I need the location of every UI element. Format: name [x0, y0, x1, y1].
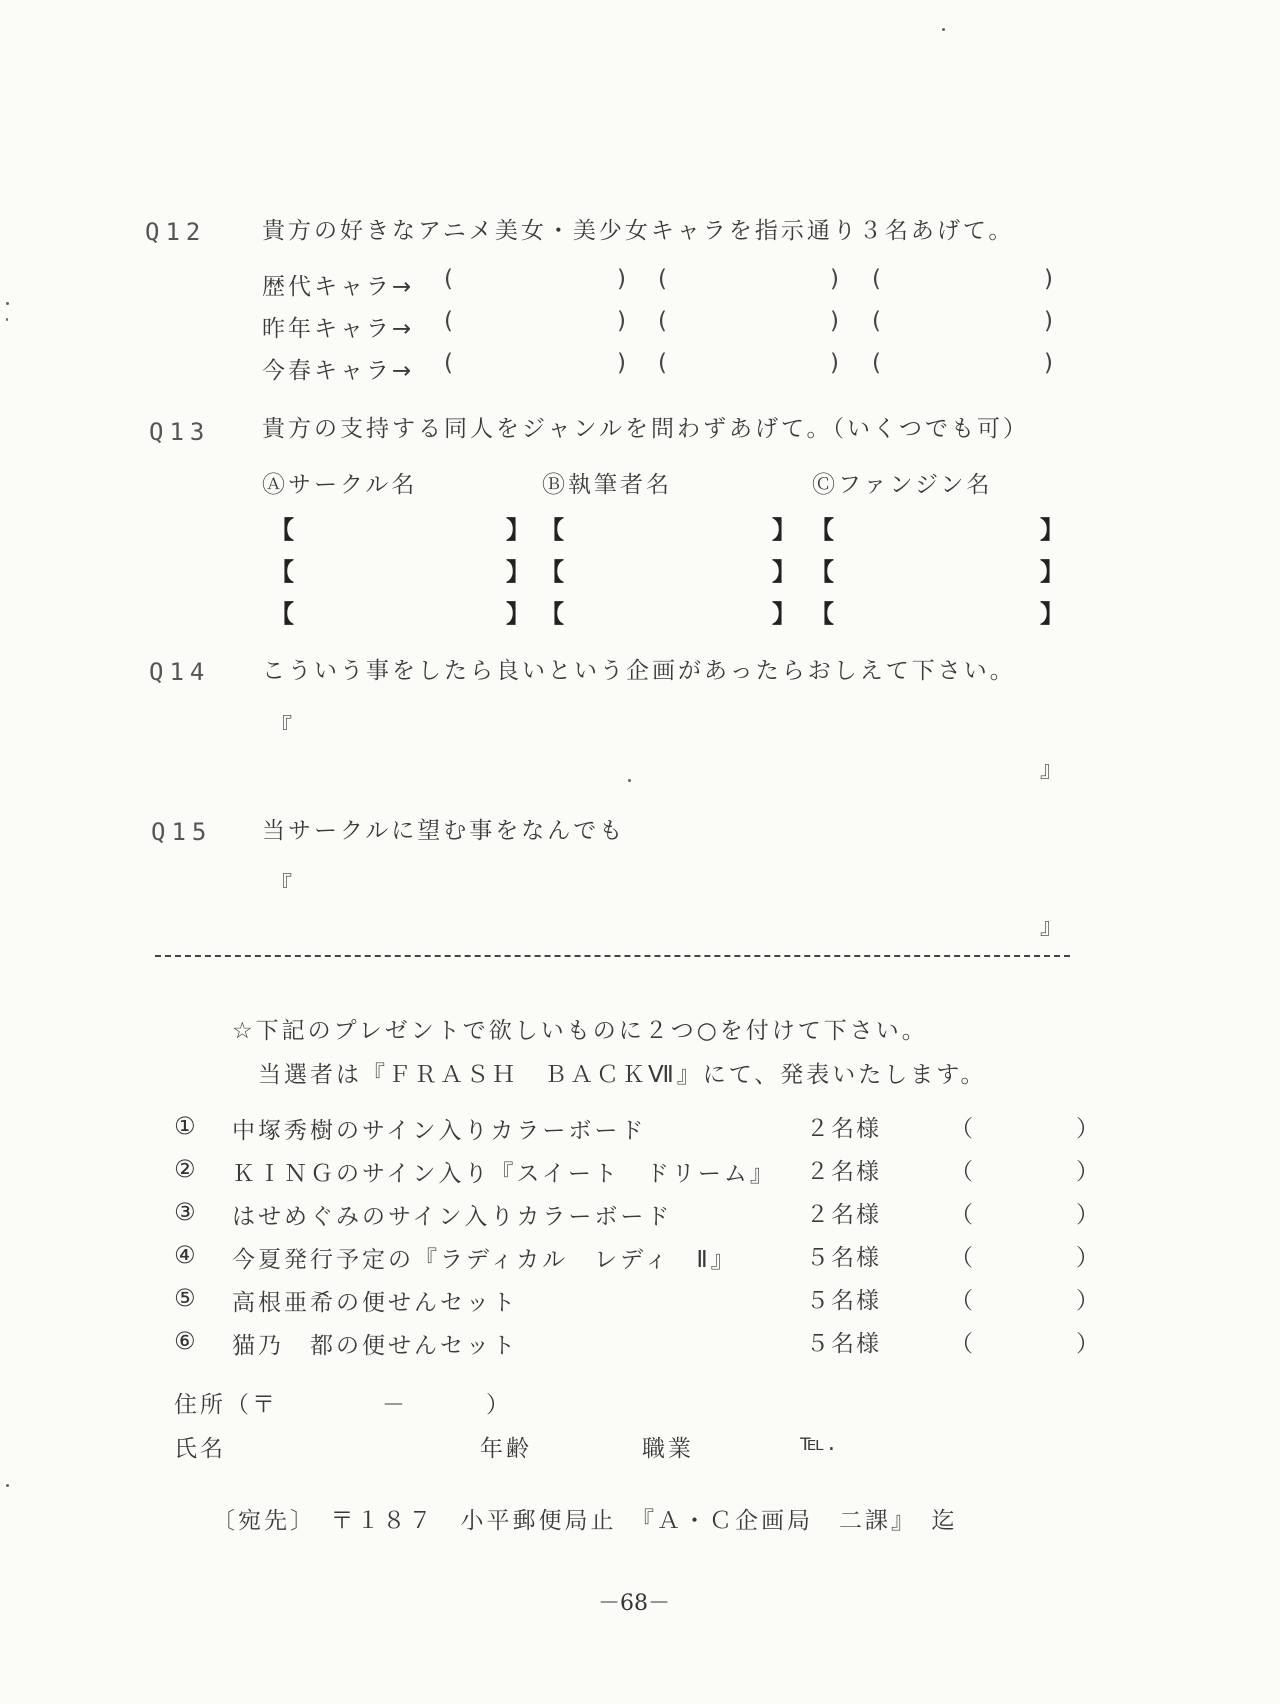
close-paren: ) — [1044, 266, 1053, 292]
prize-number: ① — [174, 1112, 196, 1140]
open-paren: ( — [444, 266, 453, 292]
open-bracket: 【 — [810, 600, 834, 628]
scan-speck — [6, 1484, 9, 1487]
scan-speck — [6, 302, 9, 305]
prize-choice-box[interactable]: （ ） — [950, 1331, 1139, 1357]
q13-column-fanzine-name: Ⓒファンジン名 — [812, 472, 993, 498]
prize-count: ２名様 — [806, 1202, 881, 1228]
open-paren: ( — [872, 308, 881, 334]
q12-row-label: 歴代キャラ→ — [262, 274, 415, 300]
tel-field-label: ℡. — [800, 1430, 839, 1456]
close-paren: ) — [617, 308, 626, 334]
q15-close-quote: 』 — [1040, 915, 1063, 940]
age-field-label: 年齢 — [480, 1436, 532, 1462]
prize-number: ② — [174, 1155, 196, 1183]
address-field-label: 住所（〒 － ） — [174, 1392, 512, 1418]
prize-choice-box[interactable]: （ ） — [950, 1116, 1139, 1142]
prize-choice-box[interactable]: （ ） — [950, 1245, 1139, 1271]
open-bracket: 【 — [810, 516, 834, 544]
q12-number: Q12 — [145, 218, 207, 246]
close-bracket: 】 — [506, 516, 530, 544]
job-field-label: 職業 — [642, 1436, 694, 1462]
present-announcement: 当選者は『ＦＲＡＳＨ ＢＡＣＫⅦ』にて、発表いたします。 — [258, 1062, 987, 1088]
open-paren: ( — [872, 266, 881, 292]
scan-speck — [628, 779, 631, 782]
prize-count: ２名様 — [806, 1116, 881, 1142]
prize-choice-box[interactable]: （ ） — [950, 1202, 1139, 1228]
prize-number: ④ — [174, 1241, 196, 1269]
open-bracket: 【 — [540, 516, 564, 544]
q15-number: Q15 — [151, 818, 213, 846]
q15-open-quote: 『 — [270, 873, 293, 898]
prize-name: 中塚秀樹のサイン入りカラーボード — [232, 1118, 647, 1144]
q14-open-quote: 『 — [270, 715, 293, 740]
prize-count: ５名様 — [806, 1288, 881, 1314]
close-paren: ) — [830, 350, 839, 376]
close-paren: ) — [1044, 350, 1053, 376]
scan-speck — [6, 318, 8, 321]
q14-text: こういう事をしたら良いという企画があったらおしえて下さい。 — [262, 658, 1016, 684]
open-paren: ( — [658, 266, 667, 292]
close-paren: ) — [1044, 308, 1053, 334]
mailing-destination: 〔宛先〕 〒１８７ 小平郵便局止 『Ａ・Ｃ企画局 二課』 迄 — [212, 1508, 958, 1534]
prize-name: ＫＩＮＧのサイン入り『スイート ドリーム』 — [232, 1161, 776, 1187]
open-bracket: 【 — [270, 558, 294, 586]
open-paren: ( — [872, 350, 881, 376]
close-bracket: 】 — [772, 558, 796, 586]
q14-close-quote: 』 — [1040, 758, 1063, 783]
close-paren: ) — [617, 266, 626, 292]
close-bracket: 】 — [1040, 600, 1064, 628]
q12-row-label: 今春キャラ→ — [262, 358, 415, 384]
open-paren: ( — [444, 350, 453, 376]
q15-text: 当サークルに望む事をなんでも — [262, 818, 626, 844]
prize-count: ２名様 — [806, 1159, 881, 1185]
q13-text: 貴方の支持する同人をジャンルを問わずあげて。（いくつでも可） — [262, 416, 1030, 442]
open-paren: ( — [444, 308, 453, 334]
q13-number: Q13 — [149, 418, 211, 446]
prize-number: ⑤ — [174, 1284, 196, 1312]
open-paren: ( — [658, 308, 667, 334]
close-bracket: 】 — [1040, 516, 1064, 544]
prize-name: はせめぐみのサイン入りカラーボード — [232, 1204, 673, 1230]
q13-column-circle-name: Ⓐサークル名 — [262, 472, 418, 498]
scan-speck — [942, 28, 945, 31]
q14-number: Q14 — [149, 658, 211, 686]
prize-number: ③ — [174, 1198, 196, 1226]
close-bracket: 】 — [772, 600, 796, 628]
name-field-label: 氏名 — [174, 1436, 226, 1462]
open-bracket: 【 — [270, 600, 294, 628]
open-paren: ( — [658, 350, 667, 376]
close-bracket: 】 — [1040, 558, 1064, 586]
prize-name: 猫乃 都の便せんセット — [232, 1333, 518, 1359]
prize-choice-box[interactable]: （ ） — [950, 1159, 1139, 1185]
close-bracket: 】 — [506, 600, 530, 628]
prize-name: 高根亜希の便せんセット — [232, 1290, 518, 1316]
page-number: －68－ — [598, 1591, 670, 1616]
present-instruction: ☆下記のプレゼントで欲しいものに２つ○を付けて下さい。 — [232, 1018, 928, 1044]
prize-count: ５名様 — [806, 1331, 881, 1357]
close-bracket: 】 — [506, 558, 530, 586]
prize-choice-box[interactable]: （ ） — [950, 1288, 1139, 1314]
q12-text: 貴方の好きなアニメ美女・美少女キャラを指示通り３名あげて。 — [262, 218, 1015, 244]
close-bracket: 】 — [772, 516, 796, 544]
prize-count: ５名様 — [806, 1245, 881, 1271]
cut-line-divider — [155, 955, 1070, 957]
open-bracket: 【 — [270, 516, 294, 544]
close-paren: ) — [617, 350, 626, 376]
open-bracket: 【 — [810, 558, 834, 586]
prize-name: 今夏発行予定の『ラディカル レディ Ⅱ』 — [232, 1247, 737, 1273]
close-paren: ) — [830, 308, 839, 334]
open-bracket: 【 — [540, 558, 564, 586]
open-bracket: 【 — [540, 600, 564, 628]
q13-column-author-name: Ⓑ執筆者名 — [542, 472, 672, 498]
q12-row-label: 昨年キャラ→ — [262, 316, 415, 342]
close-paren: ) — [830, 266, 839, 292]
prize-number: ⑥ — [174, 1327, 196, 1355]
